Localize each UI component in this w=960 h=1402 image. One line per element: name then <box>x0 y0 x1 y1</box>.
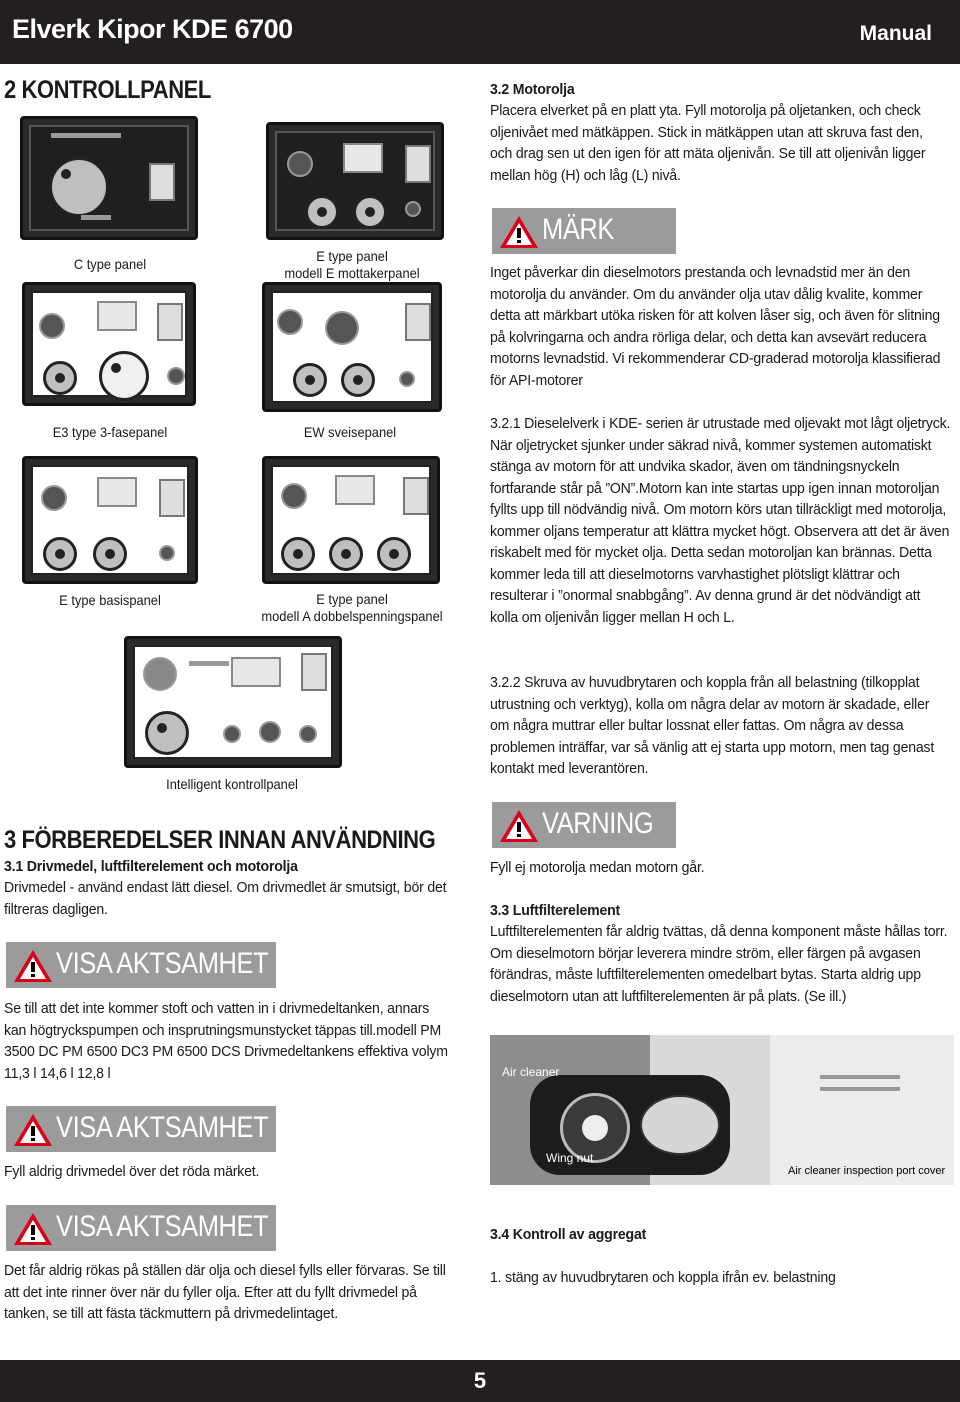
panel-image-dc <box>266 122 444 240</box>
header-label: Manual <box>859 22 932 45</box>
caution-text-2: Fyll aldrig drivmedel över det röda märket. <box>4 1163 260 1180</box>
caption-intelligent: Intelligent kontrollpanel <box>166 776 298 792</box>
subsection-title-3-3: 3.3 Luftfilterelement <box>490 902 621 919</box>
panel-image-e-receiver <box>262 282 442 412</box>
page-header <box>0 0 960 64</box>
warning-box <box>492 802 676 848</box>
note-text: Inget påverkar din dieselmotors prestanda och levnadstid mer än den motorolja du använder. Om du använder olja utav dålig kvalite, kommer detta att märkbart utöka risken för att kolven låser sig, och även för slitning på kolvringarna och andra rörliga delar, och detta kan avsevärt reducera motorns levnadstid. Vi rekommenderar CD-graderad motorolja klassifierad för API-motorer <box>490 264 941 389</box>
paragraph-3-2-2: 3.2.2 Skruva av huvudbrytaren och koppla från all belastning (tilkopplat utrustning och verktyg), kolla om några delar av motorn är skadade, eller om några muttrar eller bultar lossnat eller fattas. Om några av dessa problemen inträffar, var så vänlig att ej starta upp motorn, men tag genast kontakt med leverantören. <box>490 674 935 777</box>
caution-text-1: Se till att det inte kommer stoft och vatten in i drivmedeltanken, annars kan högtryckspumpen och insprutningsmunstycket täppas till.modell PM 3500 DC PM 6500 DC3 PM 6500 DCS Drivmedeltankens effektiva volym 11,3 l 14,6 l 12,8 l <box>4 1000 448 1082</box>
caution-label-1: VISA AKTSAMHET <box>56 947 269 980</box>
caution-label-2: VISA AKTSAMHET <box>56 1111 269 1144</box>
photo-label-port-cover: Air cleaner inspection port cover <box>788 1165 946 1177</box>
paragraph-3-3: Luftfilterelementen får aldrig tvättas, då denna komponent måste hållas torr. Om dieselmotorn börjar leverera mindre ström, eller färgen på avgasen förändras, måste luftfilterelementen omedelbart bytas. Starta aldrig upp dieselmotorn utan att luftfilterelementen är på plats. (Se ill.) <box>490 923 948 1005</box>
warning-triangle-icon <box>498 214 540 250</box>
note-box <box>492 208 676 254</box>
caption-e-dual-2: modell A dobbelspenningspanel <box>261 608 443 624</box>
warning-text: Fyll ej motorolja medan motorn går. <box>490 859 705 876</box>
caption-c-type: C type panel <box>73 256 147 272</box>
warning-label: VARNING <box>542 807 654 840</box>
warning-triangle-icon <box>12 1211 54 1247</box>
section-title-forberedelser: 3 FÖRBEREDELSER INNAN ANVÄNDNING <box>4 826 436 854</box>
photo-label-air-cleaner: Air cleaner <box>502 1065 560 1079</box>
caption-e-type-receiver-1: E type panel <box>316 248 388 264</box>
warning-triangle-icon <box>498 808 540 844</box>
caution-box-3 <box>6 1205 276 1251</box>
photo-label-wing-nut: Wing nut <box>546 1151 594 1165</box>
panel-image-intelligent <box>124 636 342 768</box>
paragraph-3-1: Drivmedel - använd endast lätt diesel. Om drivmedlet är smutsigt, bör det filtreras dagligen. <box>4 879 447 918</box>
panel-image-e-basis <box>22 456 198 584</box>
paragraph-3-2-1: 3.2.1 Dieselelverk i KDE- serien är utrustade med oljevakt mot lågt oljetryck. När oljetrycket sjunker under säkrad nivå, kommer systemen automatiskt stänga av motorn för att undvika skador, även om tändningsnyckeln fortfarande står på ”ON”.Motorn kan inte startas upp igen innan motoroljan fyllts upp till nödvändig nivå. Om motorn körs utan tillräckligt med motorolja, kommer oljans temperatur att klättra mycket högt. Observera att det är även riskabelt med för mycket olja. Detta sedan motoroljan kan brännas. Detta kommer leda till att dieselmotorns varvhastighet plötsligt klättrar och resulterar i ”onormal snabbgång”. Av denna grund är det nödvändigt att kolla om oljenivån ligger mellan H och L. <box>490 415 951 626</box>
caution-box-1 <box>6 942 276 988</box>
panel-image-ac <box>20 116 198 240</box>
caution-label-3: VISA AKTSAMHET <box>56 1210 269 1243</box>
caption-e-dual-1: E type panel <box>316 591 388 607</box>
panel-image-c-type <box>22 282 196 406</box>
note-label: MÄRK <box>542 213 614 246</box>
panel-image-e-dual <box>262 456 440 584</box>
caption-e-type-receiver-2: modell E mottakerpanel <box>284 265 420 281</box>
paragraph-3-4: 1. stäng av huvudbrytaren och koppla ifrån ev. belastning <box>490 1269 836 1286</box>
subsection-title-3-1: 3.1 Drivmedel, luftfilterelement och motorolja <box>4 858 298 875</box>
paragraph-3-2: Placera elverket på en platt yta. Fyll motorolja på oljetanken, och check oljenivået med mätkäppen. Stick in mätkäppen utan att skruva fast den, och drag sen ut den igen för att mäta oljenivån. Se till att oljenivån ligger mellan hög (H) och låg (L) nivå. <box>490 102 926 184</box>
warning-triangle-icon <box>12 948 54 984</box>
warning-triangle-icon <box>12 1112 54 1148</box>
page-number: 5 <box>462 1360 498 1402</box>
document-title: Elverk Kipor KDE 6700 <box>12 14 293 44</box>
caution-box-2 <box>6 1106 276 1152</box>
caution-text-3: Det får aldrig rökas på ställen där olja och diesel fylls eller förvaras. Se till att det inte rinner över när du fyller olja. Efter att du fyllt drivmedel på tanken, se till att fästa täckmuttern på drivmedelintaget. <box>4 1262 446 1322</box>
caption-e-basis: E type basispanel <box>59 592 161 608</box>
caption-e3: E3 type 3-fasepanel <box>52 424 168 440</box>
air-cleaner-photo <box>490 1035 954 1185</box>
subsection-title-3-2: 3.2 Motorolja <box>490 81 575 98</box>
subsection-title-3-4: 3.4 Kontroll av aggregat <box>490 1226 647 1243</box>
section-title-kontrollpanel: 2 KONTROLLPANEL <box>4 76 211 104</box>
caption-ew: EW sveisepanel <box>303 424 397 440</box>
